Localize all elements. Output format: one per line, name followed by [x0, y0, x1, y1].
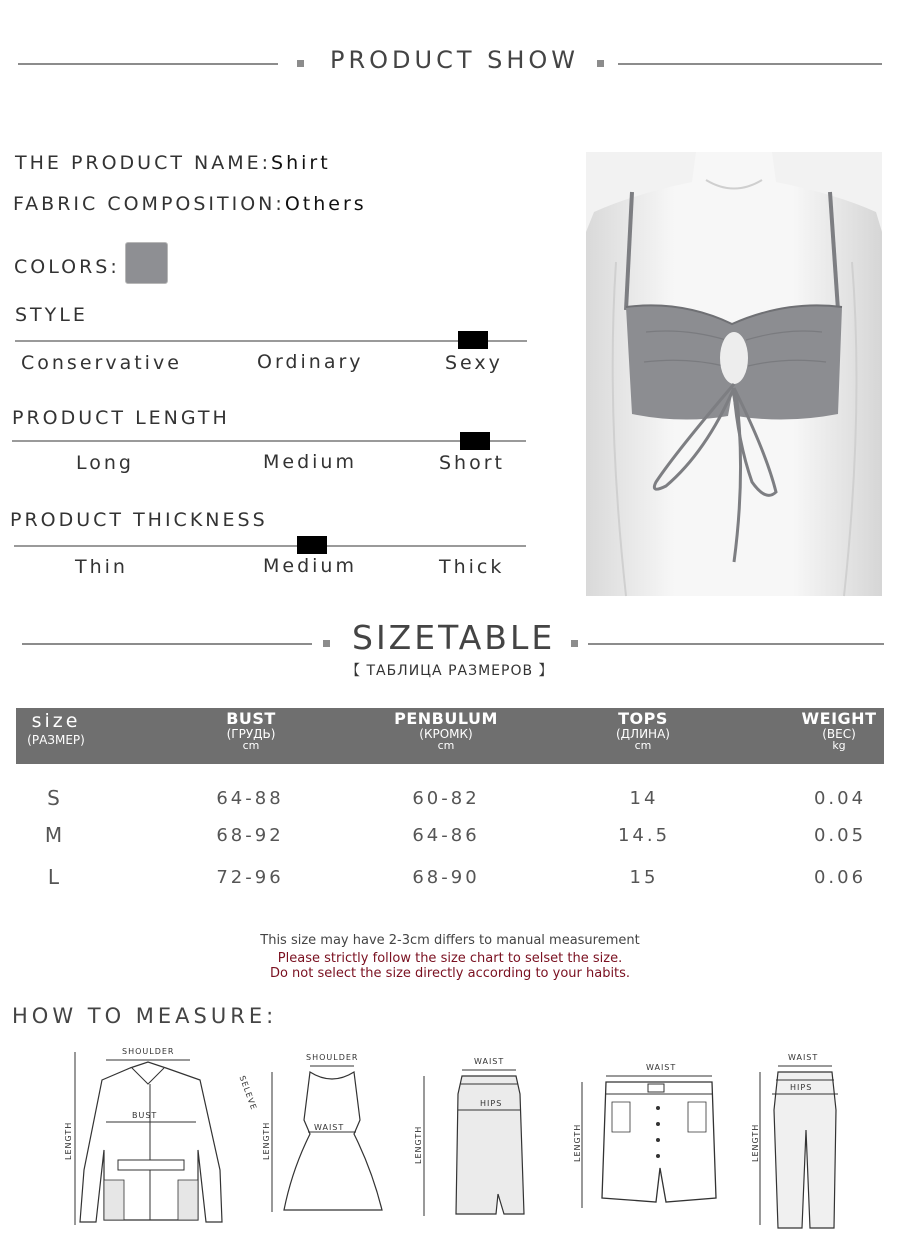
dress-waist-label: WAIST	[314, 1123, 345, 1132]
shirt-diagram	[60, 1040, 259, 1230]
row-s-weight: 0.04	[813, 788, 867, 809]
product-show-title: PRODUCT SHOW	[330, 46, 580, 74]
col-size-ru: (РАЗМЕР)	[27, 732, 85, 747]
col-penbulum	[386, 711, 506, 752]
row-s-bust: 64-88	[216, 788, 284, 809]
fabric-row	[13, 193, 367, 215]
row-m-size: M	[44, 823, 66, 847]
pants-length-label: LENGTH	[751, 1123, 760, 1162]
style-scale-line	[15, 340, 527, 342]
col-penbulum-unit: cm	[437, 739, 455, 753]
skirt-hips-label: HIPS	[480, 1099, 503, 1108]
length-scale-line	[12, 440, 526, 442]
col-bust-unit: cm	[242, 739, 260, 753]
col-tops-ru: (ДЛИНА)	[616, 726, 670, 741]
product-name-row	[15, 152, 331, 174]
row-l-bust: 72-96	[216, 867, 284, 888]
col-bust-ru: (ГРУДЬ)	[226, 726, 276, 741]
sizetable-title: SIZETABLE	[352, 618, 556, 657]
thickness-option-thin: Thin	[75, 556, 128, 578]
size-table-header	[16, 708, 884, 764]
length-option-short: Short	[439, 452, 505, 474]
style-label: STYLE	[15, 304, 88, 326]
row-m-penbulum: 64-86	[412, 825, 480, 846]
sizetable-bullet-right	[571, 640, 578, 647]
thickness-label: PRODUCT THICKNESS	[10, 509, 268, 531]
product-name-value: Shirt	[271, 152, 331, 174]
row-m-bust: 68-92	[216, 825, 284, 846]
col-size-main: size	[31, 710, 81, 732]
note-follow-chart: Please strictly follow the size chart to selset the size.	[277, 951, 623, 966]
length-option-long: Long	[76, 452, 134, 474]
note-measurement: This size may have 2-3cm differs to manual measurement	[260, 933, 640, 948]
shirt-sleeve-label: SELEVE	[237, 1074, 259, 1112]
dress-diagram	[258, 1050, 388, 1220]
shirt-length-label: LENGTH	[64, 1121, 73, 1160]
col-penbulum-main: PENBULUM	[394, 709, 498, 728]
row-l-weight: 0.06	[813, 867, 867, 888]
row-l-penbulum: 68-90	[412, 867, 480, 888]
length-marker	[460, 432, 490, 450]
shorts-waist-label: WAIST	[646, 1063, 677, 1072]
sizetable-rule-left	[22, 643, 312, 645]
style-option-ordinary: Ordinary	[257, 351, 364, 373]
thickness-marker	[297, 536, 327, 554]
length-label: PRODUCT LENGTH	[12, 407, 230, 429]
style-marker	[458, 331, 488, 349]
thickness-option-medium: Medium	[263, 555, 357, 577]
skirt-waist-label: WAIST	[474, 1057, 505, 1066]
shorts-diagram	[570, 1058, 730, 1218]
row-m-weight: 0.05	[813, 825, 867, 846]
colors-label: COLORS:	[14, 256, 120, 278]
style-option-sexy: Sexy	[445, 352, 503, 374]
sizetable-rule-right	[588, 643, 884, 645]
row-s-tops: 14	[629, 788, 659, 809]
row-m-tops: 14.5	[617, 825, 671, 846]
length-option-medium: Medium	[263, 451, 357, 473]
skirt-length-label: LENGTH	[414, 1125, 423, 1164]
how-to-measure-title: HOW TO MEASURE:	[12, 1004, 278, 1028]
pants-diagram	[748, 1050, 858, 1230]
pants-waist-label: WAIST	[788, 1053, 819, 1062]
col-bust	[196, 711, 306, 752]
product-photo	[586, 152, 882, 596]
col-weight-ru: (ВЕС)	[822, 726, 856, 741]
fabric-value: Others	[284, 193, 367, 215]
skirt-diagram	[410, 1054, 540, 1224]
fabric-label: FABRIC COMPOSITION:	[13, 193, 285, 215]
shorts-length-label: LENGTH	[573, 1123, 582, 1162]
header-rule-right	[618, 63, 882, 65]
dress-shoulder-label: SHOULDER	[306, 1053, 359, 1062]
pants-hips-label: HIPS	[790, 1083, 813, 1092]
thickness-scale-line	[14, 545, 526, 547]
col-size	[20, 712, 92, 747]
col-weight-main: WEIGHT	[801, 709, 877, 728]
header-rule-left	[18, 63, 278, 65]
col-penbulum-ru: (КРОМК)	[419, 726, 473, 741]
style-option-conservative: Conservative	[21, 352, 182, 374]
dress-length-label: LENGTH	[262, 1121, 271, 1160]
sizetable-bullet-left	[323, 640, 330, 647]
shirt-bust-label: BUST	[132, 1111, 158, 1120]
header-bullet-right	[597, 60, 604, 67]
col-bust-main: BUST	[226, 709, 276, 728]
row-s-penbulum: 60-82	[412, 788, 480, 809]
col-tops-unit: cm	[634, 739, 652, 753]
sizetable-subtitle: 【 ТАБЛИЦА РАЗМЕРОВ 】	[346, 663, 554, 679]
col-tops-main: TOPS	[618, 709, 668, 728]
row-l-tops: 15	[629, 867, 659, 888]
note-habits: Do not select the size directly according to your habits.	[269, 966, 631, 981]
header-bullet-left	[297, 60, 304, 67]
product-name-label: THE PRODUCT NAME:	[15, 152, 272, 174]
thickness-option-thick: Thick	[439, 556, 505, 578]
col-weight-unit: kg	[832, 739, 846, 753]
color-swatch[interactable]	[125, 242, 168, 284]
col-tops	[588, 711, 698, 752]
mannequin-illustration	[586, 152, 882, 596]
shirt-shoulder-label: SHOULDER	[122, 1047, 175, 1056]
row-s-size: S	[47, 786, 63, 810]
col-weight	[786, 711, 892, 752]
row-l-size: L	[47, 865, 63, 889]
